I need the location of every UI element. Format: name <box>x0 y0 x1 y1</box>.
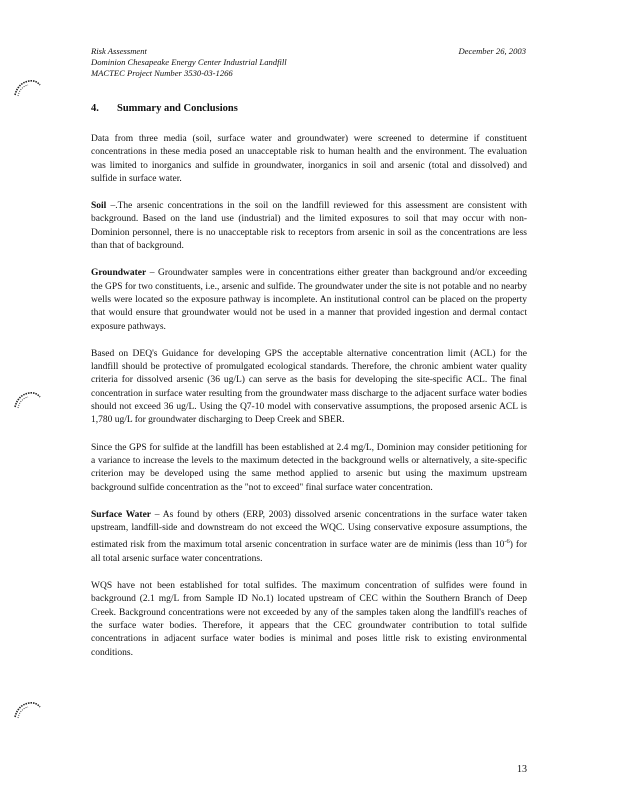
header-left <box>91 46 287 79</box>
punch-hole-mark-icon <box>12 699 42 721</box>
surface-water-paragraph <box>91 509 527 566</box>
page-number: 13 <box>517 764 527 775</box>
intro-paragraph: Data from three media (soil, surface water and groundwater) were screened to determine if constituent concentrations in these media posed an unacceptable risk to human health and the environment. The evaluation was limited to inorganics and sulfide in groundwater, inorganics in soil and arsenic (total and dissolved) and sulfide in surface water. <box>91 134 527 184</box>
header-title: Risk Assessment <box>91 46 147 56</box>
section-number: 4. <box>91 103 99 114</box>
section-heading <box>91 103 238 114</box>
header-facility: Dominion Chesapeake Energy Center Industrial Landfill <box>91 57 287 67</box>
surface-water-text-end: ) for all total arsenic surface water concentrations. <box>91 540 527 564</box>
surface-water-label: Surface Water <box>91 509 152 520</box>
soil-paragraph <box>91 200 527 253</box>
punch-hole-mark-icon <box>12 77 42 99</box>
deq-paragraph: Based on DEQ's Guidance for developing GPS the acceptable alternative concentration limit (ACL) for the landfill should be protective of promulgated ecological standards. Therefore, the chronic ambient water quality criteria for dissolved arsenic (36 ug/L) can serve as the basis for developing the site-specific ACL. The final concentration in surface water resulting from the groundwater mass discharge to the adjacent surface water bodies should not exceed 36 ug/L. Using the Q7-10 model with conservative assumptions, the proposed arsenic ACL is 1,780 ug/L for groundwater discharging to Deep Creek and SBER. <box>91 348 527 426</box>
groundwater-paragraph <box>91 267 527 333</box>
punch-hole-mark-icon <box>12 389 42 411</box>
sulfide-paragraph: Since the GPS for sulfide at the landfill has been established at 2.4 mg/L, Dominion may consider petitioning for a variance to increase the levels to the maximum detected in the background wells or alternatively, a site-specific criterion may be developed using the same method applied to arsenic but using the maximum upstream background sulfide concentration as the "not to exceed" final surface water concentration. <box>91 442 527 493</box>
surface-water-text: – As found by others (ERP, 2003) dissolved arsenic concentrations in the surface water taken upstream, landfill-side and downstream do not exceed the WQC. Using conservative exposure assumptions, the estimated risk from the maximum total arsenic concentration in surface water are de minimis (less than 10 <box>91 509 527 551</box>
section-title: Summary and Conclusions <box>117 103 238 114</box>
risk-exponent: -6 <box>504 538 510 546</box>
soil-label: Soil <box>91 201 107 212</box>
document-body <box>91 133 527 674</box>
groundwater-label: Groundwater <box>91 268 147 279</box>
wqs-paragraph: WQS have not been established for total sulfides. The maximum concentration of sulfides were found in background (2.1 mg/L from Sample ID No.1) located upstream of CEC within the Southern Branch of Deep Creek. Background concentrations were not exceeded by any of the samples taken along the landfill's reaches of the surface water bodies. Therefore, it appears that the CEC groundwater contribution to total sulfide concentrations in adjacent surface water bodies is minimal and poses little risk to existing environmental conditions. <box>91 581 527 658</box>
header-date: December 26, 2003 <box>458 46 526 56</box>
groundwater-text: – Groundwater samples were in concentrations either greater than background and/or exceeding the GPS for two constituents, i.e., arsenic and sulfide. The groundwater under the site is not potable and no nearby wells were located so the exposure pathway is incomplete. An institutional control can be placed on the property that would ensure that groundwater would not be used in a manner that provided ingestion and dermal contact exposure pathways. <box>91 268 527 332</box>
soil-text: –.The arsenic concentrations in the soil on the landfill reviewed for this assessment are consistent with background. Based on the land use (industrial) and the limited exposures to soil that may occur with non-Dominion personnel, there is no unacceptable risk to receptors from arsenic in soil as the concentrations are less than that of background. <box>91 201 527 252</box>
header-project-number: MACTEC Project Number 3530-03-1266 <box>91 68 233 78</box>
